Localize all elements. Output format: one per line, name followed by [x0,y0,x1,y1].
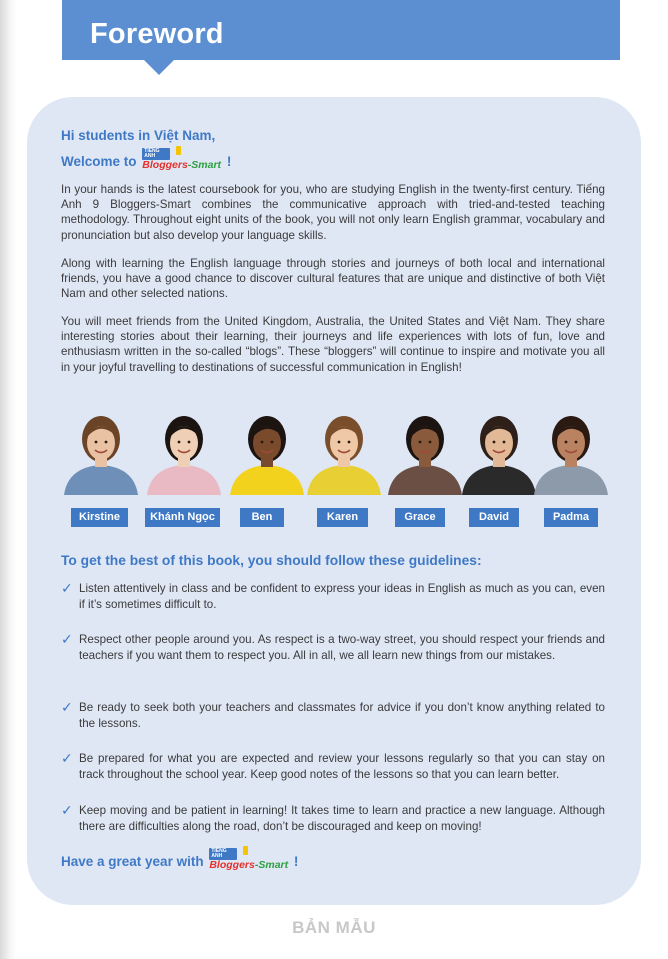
check-icon: ✓ [61,580,73,596]
portrait-eye-left [261,441,264,444]
logo-book-icon [176,146,181,155]
portrait-illustration [458,409,540,495]
closing-text: Have a great year with [61,853,204,869]
intro-paragraph-1: In your hands is the latest coursebook for you, who are studying English in the twenty-first century. Tiếng Anh 9 Bloggers-Smart combines the communicative approach with tried-and-tested teaching methodology. Throughout eight units of the book, you will not only learn English grammar, vocabulary and pronunciation but also develop your language skills. [61,183,605,242]
portrait-eye-left [178,441,181,444]
guideline-item [61,581,605,614]
page-title: Foreword [90,18,224,50]
closing-exclamation: ! [293,853,299,869]
blogger-photo-padma [530,409,612,495]
portrait-eye-right [429,441,432,444]
blogger-photo-ben [226,409,308,495]
check-icon: ✓ [61,699,73,715]
guideline-item [61,803,605,836]
logo-word-smart: Smart [258,859,289,871]
page-spine-shadow [0,0,16,959]
logo-small-text: TIẾNG ANH [142,148,170,160]
intro-paragraph-3: You will meet friends from the United Kingdom, Australia, the United States and Việt Nam. They share interesting stories about their learning, their journeys and life experiences with lots of fun, love and enthusiasm written in the so-called “blogs”. These “bloggers” will continue to inspire and motivate you all in your joyful travelling to destinations of successful communication in English! [61,315,605,374]
portrait-eye-right [188,441,191,444]
portrait-shirt [230,465,304,495]
portrait-shirt [534,465,608,495]
guideline-text: Be ready to seek both your teachers and classmates for advice if you don’t know anything related to the lessons. [79,701,605,731]
portrait-shirt [307,465,381,495]
portrait-eye-left [95,441,98,444]
greeting-line-1: Hi students in Việt Nam, [61,128,216,143]
name-tag-kirstine: Kirstine [71,508,128,527]
portrait-shirt [147,465,221,495]
portrait-shirt [388,465,462,495]
logo-word-bloggers: Bloggers [209,859,255,871]
check-icon: ✓ [61,750,73,766]
guideline-text: Be prepared for what you are expected and review your lessons regularly so that you can stay on track throughout the school year. Keep good notes of the lessons so that you can learn better. [79,752,605,782]
portrait-illustration [60,409,142,495]
blogger-photo-karen [303,409,385,495]
guideline-item [61,700,605,733]
name-tag-karen: Karen [317,508,368,527]
portrait-illustration [143,409,225,495]
portrait-illustration [303,409,385,495]
portrait-illustration [530,409,612,495]
guideline-text: Listen attentively in class and be confident to express your ideas in English as much as you can, even if it’s sometimes difficult to. [79,582,605,612]
logo-word-bloggers: Bloggers [142,159,188,171]
guideline-text: Respect other people around you. As respect is a two-way street, you should respect your friends and teachers if you want them to respect you. All in all, we all learn new things from our mistakes. [79,633,605,663]
header-pointer [143,59,175,75]
portrait-illustration [226,409,308,495]
guidelines-title: To get the best of this book, you should follow these guidelines: [61,553,482,568]
name-tag-david: David [469,508,519,527]
name-tag-khanh-ngoc: Khánh Ngọc [145,508,220,527]
blogger-photo-grace [384,409,466,495]
logo-small-text: TIẾNG ANH [209,848,237,860]
portrait-eye-left [338,441,341,444]
portrait-eye-left [419,441,422,444]
logo-word-smart: Smart [191,159,222,171]
portrait-illustration [384,409,466,495]
blogger-photo-kirstine [60,409,142,495]
bloggers-smart-logo [142,148,221,171]
logo-dash: - [187,159,192,171]
sample-watermark: BẢN MẪU [292,918,376,937]
portrait-shirt [64,465,138,495]
guideline-text: Keep moving and be patient in learning! It takes time to learn and practice a new language. Although there are difficulties along the road, don’t be discouraged and keep on moving! [79,804,605,834]
logo-book-icon [243,846,248,855]
greeting-line-2 [61,148,232,174]
portrait-eye-right [105,441,108,444]
check-icon: ✓ [61,631,73,647]
portrait-eye-left [565,441,568,444]
portrait-eye-right [348,441,351,444]
portrait-eye-right [575,441,578,444]
bloggers-smart-logo [209,848,288,871]
portrait-eye-right [271,441,274,444]
name-tag-padma: Padma [544,508,598,527]
closing-line [61,848,299,874]
greeting-exclamation: ! [226,153,232,169]
logo-dash: - [254,859,259,871]
guideline-item [61,751,605,784]
foreword-header [62,0,620,60]
portrait-shirt [462,465,536,495]
portrait-eye-right [503,441,506,444]
name-tag-ben: Ben [240,508,284,527]
intro-paragraph-2: Along with learning the English language through stories and journeys of both local and international friends, you have a good chance to discover cultural features that are unique and distinctive of both Việt Nam and other selected nations. [61,257,605,301]
blogger-photo-khanh-ngoc [143,409,225,495]
name-tag-grace: Grace [395,508,445,527]
check-icon: ✓ [61,802,73,818]
guideline-item [61,632,605,665]
greeting-welcome-text: Welcome to [61,153,137,169]
portrait-eye-left [493,441,496,444]
blogger-photo-david [458,409,540,495]
